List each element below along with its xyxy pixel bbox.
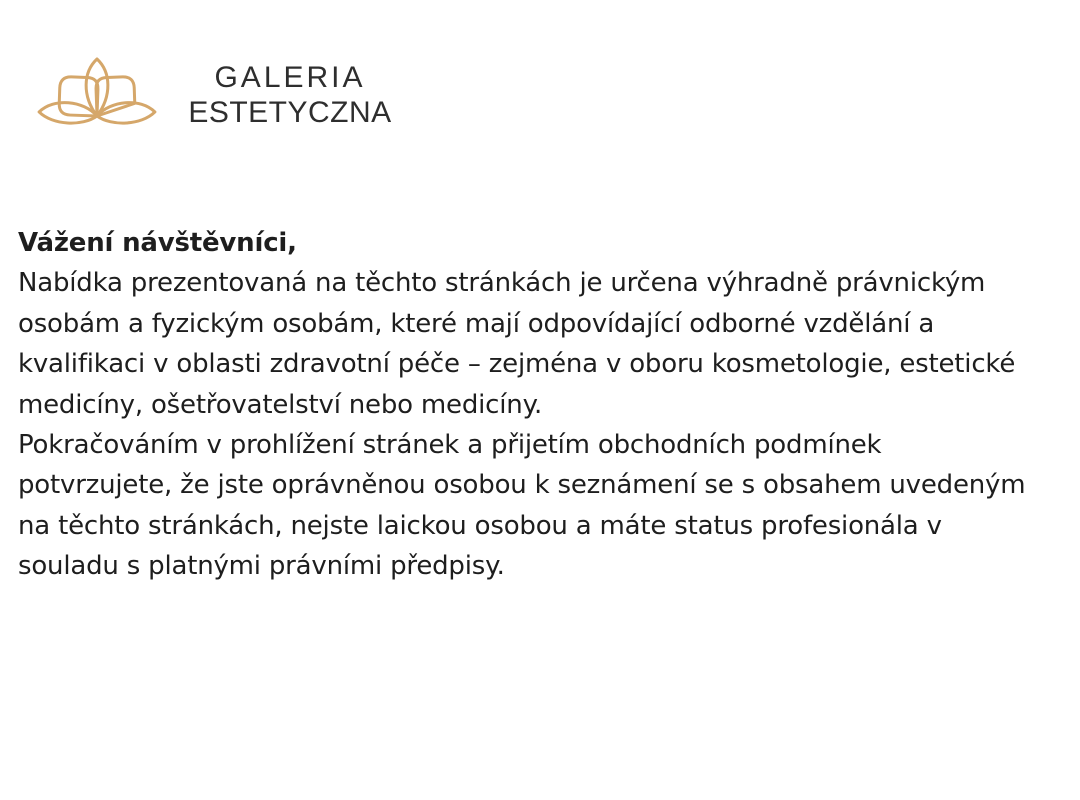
logo[interactable] [35, 52, 393, 136]
brand-name-line1: GALERIA [214, 60, 366, 94]
disclaimer-line: na těchto stránkách, nejste laickou osobou a máte status profesionála v [18, 510, 942, 541]
disclaimer-line: souladu s platnými právními předpisy. [18, 551, 505, 582]
disclaimer-line: Pokračováním v prohlížení stránek a přijetím obchodních podmínek [18, 430, 882, 461]
disclaimer-text [18, 223, 1025, 587]
lotus-icon [35, 52, 159, 136]
disclaimer-line: potvrzujete, že jste oprávněnou osobou k seznámení se s obsahem uvedeným [18, 470, 1026, 501]
disclaimer-line: kvalifikaci v oblasti zdravotní péče – zejména v oboru kosmetologie, estetické [18, 349, 1016, 380]
disclaimer-line: Nabídka prezentovaná na těchto stránkách je určena výhradně právnickým [18, 268, 986, 299]
brand-name-line2: ESTETYCZNA [188, 95, 392, 129]
brand-wordmark [187, 59, 393, 130]
lotus-petals [39, 59, 155, 132]
greeting-line: Vážení návštěvníci, [18, 228, 297, 258]
disclaimer-line: osobám a fyzickým osobám, které mají odpovídající odborné vzdělání a [18, 308, 935, 339]
disclaimer-line: medicíny, ošetřovatelství nebo medicíny. [18, 389, 543, 420]
